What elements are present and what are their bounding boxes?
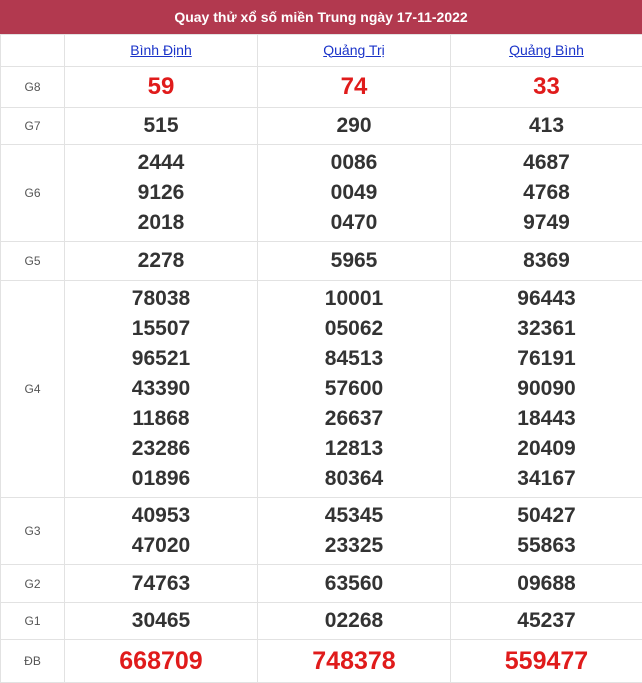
- prize-cell: [451, 67, 642, 108]
- prize-label: G8: [1, 67, 65, 108]
- prize-label: ĐB: [1, 640, 65, 683]
- prize-number: 74763: [65, 569, 257, 599]
- prize-number: 05062: [258, 314, 450, 344]
- prize-cell: [65, 145, 258, 242]
- prize-cell: [258, 281, 451, 498]
- prize-number: 32361: [451, 314, 642, 344]
- prize-number: 96521: [65, 344, 257, 374]
- prize-cell: [258, 67, 451, 108]
- prize-number: 59: [65, 72, 257, 102]
- prize-number: 90090: [451, 374, 642, 404]
- prize-row-g2: [1, 565, 642, 603]
- prize-cell: [65, 565, 258, 603]
- province-header-row: [1, 35, 642, 67]
- prize-number: 02268: [258, 606, 450, 636]
- prize-number: 413: [451, 111, 642, 141]
- prize-number: 12813: [258, 434, 450, 464]
- prize-number: 55863: [451, 531, 642, 561]
- prize-number: 26637: [258, 404, 450, 434]
- prize-number: 9749: [451, 208, 642, 238]
- prize-number: 34167: [451, 464, 642, 494]
- prize-label: G1: [1, 603, 65, 640]
- province-header: [451, 35, 642, 67]
- prize-number: 0049: [258, 178, 450, 208]
- province-link-quang-binh[interactable]: Quảng Bình: [509, 42, 584, 58]
- prize-number: 2018: [65, 208, 257, 238]
- prize-number: 45237: [451, 606, 642, 636]
- prize-number: 63560: [258, 569, 450, 599]
- corner-cell: [1, 35, 65, 67]
- prize-number: 0470: [258, 208, 450, 238]
- prize-cell: [451, 640, 642, 683]
- prize-label: G3: [1, 498, 65, 565]
- prize-number: 57600: [258, 374, 450, 404]
- prize-number: 23286: [65, 434, 257, 464]
- prize-cell: [65, 108, 258, 145]
- special-prize-number: 668709: [65, 646, 257, 676]
- prize-row-g3: [1, 498, 642, 565]
- prize-cell: [258, 108, 451, 145]
- prize-number: 18443: [451, 404, 642, 434]
- prize-number: 30465: [65, 606, 257, 636]
- prize-number: 5965: [258, 246, 450, 276]
- province-header: [258, 35, 451, 67]
- prize-cell: [451, 565, 642, 603]
- prize-row-g5: [1, 242, 642, 281]
- prize-label: G5: [1, 242, 65, 281]
- prize-cell: [258, 242, 451, 281]
- prize-row-g7: [1, 108, 642, 145]
- prize-number: 33: [451, 72, 642, 102]
- prize-number: 01896: [65, 464, 257, 494]
- prize-cell: [258, 640, 451, 683]
- province-link-binh-dinh[interactable]: Bình Định: [130, 42, 191, 58]
- prize-number: 47020: [65, 531, 257, 561]
- prize-label: G2: [1, 565, 65, 603]
- prize-cell: [65, 242, 258, 281]
- special-prize-number: 748378: [258, 646, 450, 676]
- prize-cell: [65, 603, 258, 640]
- prize-number: 84513: [258, 344, 450, 374]
- prize-cell: [258, 565, 451, 603]
- prize-cell: [258, 145, 451, 242]
- prize-cell: [451, 145, 642, 242]
- prize-cell: [65, 498, 258, 565]
- result-table: [0, 34, 642, 683]
- prize-number: 76191: [451, 344, 642, 374]
- prize-number: 43390: [65, 374, 257, 404]
- prize-cell: [65, 640, 258, 683]
- page-title: Quay thử xổ số miền Trung ngày 17-11-2022: [0, 0, 642, 34]
- prize-number: 4687: [451, 148, 642, 178]
- prize-number: 23325: [258, 531, 450, 561]
- prize-number: 45345: [258, 501, 450, 531]
- prize-cell: [451, 603, 642, 640]
- prize-number: 50427: [451, 501, 642, 531]
- prize-cell: [451, 281, 642, 498]
- province-link-quang-tri[interactable]: Quảng Trị: [323, 42, 384, 58]
- prize-cell: [258, 603, 451, 640]
- prize-row-g8: [1, 67, 642, 108]
- prize-number: 80364: [258, 464, 450, 494]
- prize-number: 40953: [65, 501, 257, 531]
- prize-number: 4768: [451, 178, 642, 208]
- prize-row-special: [1, 640, 642, 683]
- prize-number: 8369: [451, 246, 642, 276]
- prize-number: 96443: [451, 284, 642, 314]
- prize-number: 78038: [65, 284, 257, 314]
- prize-row-g4: [1, 281, 642, 498]
- prize-row-g1: [1, 603, 642, 640]
- prize-cell: [65, 67, 258, 108]
- prize-number: 11868: [65, 404, 257, 434]
- prize-cell: [258, 498, 451, 565]
- prize-label: G6: [1, 145, 65, 242]
- prize-number: 09688: [451, 569, 642, 599]
- prize-cell: [451, 242, 642, 281]
- special-prize-number: 559477: [451, 646, 642, 676]
- prize-number: 15507: [65, 314, 257, 344]
- prize-number: 515: [65, 111, 257, 141]
- prize-cell: [451, 498, 642, 565]
- prize-number: 10001: [258, 284, 450, 314]
- prize-number: 2278: [65, 246, 257, 276]
- prize-number: 20409: [451, 434, 642, 464]
- prize-label: G7: [1, 108, 65, 145]
- prize-label: G4: [1, 281, 65, 498]
- prize-row-g6: [1, 145, 642, 242]
- prize-number: 290: [258, 111, 450, 141]
- prize-cell: [451, 108, 642, 145]
- prize-number: 2444: [65, 148, 257, 178]
- prize-cell: [65, 281, 258, 498]
- province-header: [65, 35, 258, 67]
- prize-number: 0086: [258, 148, 450, 178]
- prize-number: 9126: [65, 178, 257, 208]
- prize-number: 74: [258, 72, 450, 102]
